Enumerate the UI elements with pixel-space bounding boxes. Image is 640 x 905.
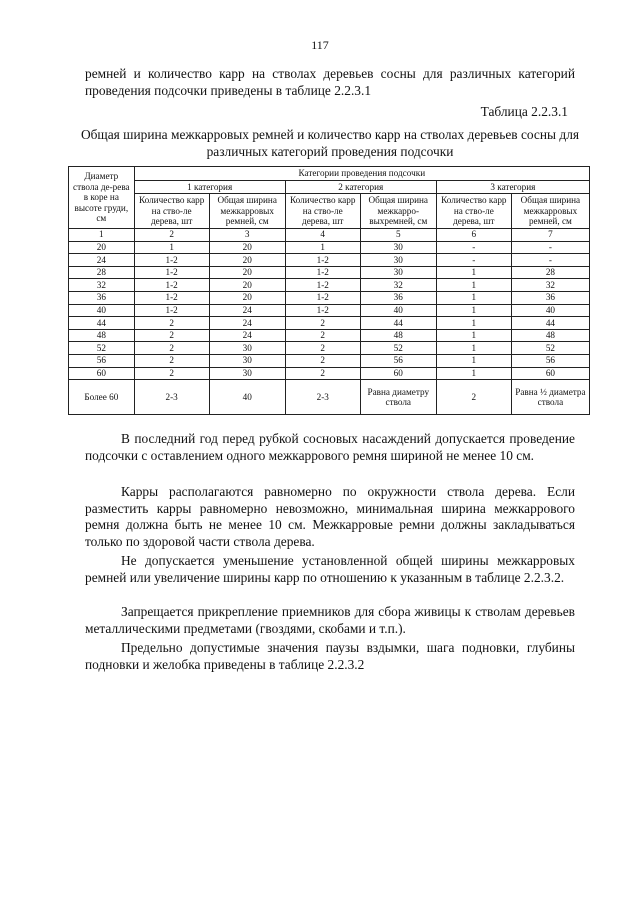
tapping-table	[68, 166, 590, 415]
table-row	[69, 367, 590, 380]
table-cell: Равна диаметру ствола	[360, 380, 436, 415]
table-row	[69, 354, 590, 367]
table-cell: 52	[511, 342, 589, 355]
table-cell: 36	[511, 291, 589, 304]
table-cell: 1-2	[285, 279, 360, 292]
table-cell: 2	[134, 354, 209, 367]
table-row	[69, 279, 590, 292]
table-row	[69, 342, 590, 355]
table-cell: 40	[69, 304, 135, 317]
column-number: 1	[69, 228, 135, 241]
table-cell: 44	[511, 317, 589, 330]
table-cell: 1	[436, 317, 511, 330]
table-cell: 1	[436, 329, 511, 342]
table-cell: 20	[209, 266, 285, 279]
table-cell: 1-2	[285, 304, 360, 317]
table-cell: 44	[360, 317, 436, 330]
table-cell: 48	[511, 329, 589, 342]
table-cell: 30	[360, 266, 436, 279]
column-number: 5	[360, 228, 436, 241]
table-row	[69, 380, 590, 415]
table-cell: -	[511, 254, 589, 267]
table-cell: 2	[134, 317, 209, 330]
table-cell: 1	[436, 354, 511, 367]
table-cell: 2-3	[134, 380, 209, 415]
table-cell: 36	[360, 291, 436, 304]
table-cell: 2	[285, 317, 360, 330]
table-cell: 28	[511, 266, 589, 279]
sub-header: Общая ширина межкарровых ремней, см	[511, 194, 589, 229]
table-cell: 32	[511, 279, 589, 292]
table-cell: 1	[285, 241, 360, 254]
table-cell: 20	[209, 279, 285, 292]
column-number: 7	[511, 228, 589, 241]
table-cell: 1	[436, 266, 511, 279]
table-cell: 1	[436, 367, 511, 380]
table-cell: 1-2	[134, 279, 209, 292]
table-cell: 60	[511, 367, 589, 380]
table-cell: 20	[69, 241, 135, 254]
table-cell: -	[436, 241, 511, 254]
table-cell: 40	[360, 304, 436, 317]
table-caption: Общая ширина межкарровых ремней и количество карр на стволах деревьев сосны для различных категорий проведения подсочки	[80, 127, 580, 159]
table-cell: 2	[285, 329, 360, 342]
table-cell: 24	[209, 304, 285, 317]
table-cell: 1	[436, 291, 511, 304]
table-cell: 1-2	[134, 254, 209, 267]
table-cell: 30	[209, 367, 285, 380]
paragraph-last-year: В последний год перед рубкой сосновых насаждений допускается проведение подсочки с оставлением одного межкаррового ремня шириной не менее 10 см.	[85, 431, 575, 463]
table-cell: 60	[360, 367, 436, 380]
sub-header: Общая ширина межкарровых ремней, см	[209, 194, 285, 229]
table-cell: 28	[69, 266, 135, 279]
table-cell: 1-2	[285, 291, 360, 304]
table-cell: 48	[69, 329, 135, 342]
table-row	[69, 266, 590, 279]
table-row	[69, 304, 590, 317]
table-cell: 32	[360, 279, 436, 292]
table-cell: 2-3	[285, 380, 360, 415]
table-cell: 2	[436, 380, 511, 415]
table-cell: 56	[511, 354, 589, 367]
intro-paragraph: ремней и количество карр на стволах деревьев сосны для различных категорий проведения подсочки приведены в таблице 2.2.3.1	[85, 66, 575, 98]
table-cell: 1	[134, 241, 209, 254]
table-cell: 30	[209, 342, 285, 355]
column-number-row	[69, 228, 590, 241]
category-3-header: 3 категория	[436, 180, 589, 194]
table-cell: 52	[69, 342, 135, 355]
table-cell: 48	[360, 329, 436, 342]
table-row	[69, 254, 590, 267]
table-cell: 1-2	[285, 254, 360, 267]
table-cell: 56	[360, 354, 436, 367]
table-cell: 40	[209, 380, 285, 415]
category-1-header: 1 категория	[134, 180, 285, 194]
diameter-header: Диаметр ствола де-рева в коре на высоте груди, см	[69, 167, 135, 229]
categories-header: Категории проведения подсочки	[134, 167, 589, 181]
table-cell: 32	[69, 279, 135, 292]
table-cell: 56	[69, 354, 135, 367]
column-number: 2	[134, 228, 209, 241]
sub-header: Количество карр на ство-ле дерева, шт	[436, 194, 511, 229]
table-cell: 2	[134, 342, 209, 355]
table-cell: 60	[69, 367, 135, 380]
table-cell: 30	[209, 354, 285, 367]
table-cell: 20	[209, 254, 285, 267]
table-cell: 44	[69, 317, 135, 330]
table-cell: 2	[285, 342, 360, 355]
table-cell: 24	[69, 254, 135, 267]
table-cell: 2	[134, 367, 209, 380]
table-cell: -	[436, 254, 511, 267]
sub-header: Количество карр на ство-ле дерева, шт	[285, 194, 360, 229]
table-cell: 1-2	[134, 291, 209, 304]
table-cell: 24	[209, 329, 285, 342]
table-cell: 1	[436, 342, 511, 355]
paragraph-placement: Карры располагаются равномерно по окружности ствола дерева. Если разместить карры равномерно невозможно, минимальная ширина межкаррового ремня должна быть не менее 10 см. Межкарровые ремни должны закладываться только по здоровой части ствола дерева.	[85, 484, 575, 549]
column-number: 6	[436, 228, 511, 241]
paragraph-restriction: Не допускается уменьшение установленной общей ширины межкарровых ремней или увеличение ширины карр по отношению к указанным в таблице 2.2.3.2.	[85, 553, 575, 585]
table-cell: 30	[360, 241, 436, 254]
column-number: 4	[285, 228, 360, 241]
table-row	[69, 291, 590, 304]
page-number: 117	[311, 38, 329, 52]
table-cell: 24	[209, 317, 285, 330]
table-cell: 40	[511, 304, 589, 317]
table-cell: 2	[285, 354, 360, 367]
table-cell: -	[511, 241, 589, 254]
table-cell: Более 60	[69, 380, 135, 415]
table-row	[69, 329, 590, 342]
paragraph-prohibition: Запрещается прикрепление приемников для сбора живицы к стволам деревьев металлическими предметами (гвоздями, скобами и т.п.).	[85, 604, 575, 636]
sub-header: Количество карр на ство-ле дерева, шт	[134, 194, 209, 229]
table-cell: 1	[436, 304, 511, 317]
table-cell: 20	[209, 241, 285, 254]
table-cell: Равна ½ диаметра ствола	[511, 380, 589, 415]
table-row	[69, 317, 590, 330]
table-cell: 30	[360, 254, 436, 267]
table-cell: 36	[69, 291, 135, 304]
category-2-header: 2 категория	[285, 180, 436, 194]
table-cell: 1	[436, 279, 511, 292]
table-cell: 2	[285, 367, 360, 380]
table-cell: 2	[134, 329, 209, 342]
sub-header: Общая ширина межкарро-выхремней, см	[360, 194, 436, 229]
table-cell: 20	[209, 291, 285, 304]
table-label: Таблица 2.2.3.1	[480, 104, 568, 119]
table-row	[69, 241, 590, 254]
paragraph-limits: Предельно допустимые значения паузы вздымки, шага подновки, глубины подновки и желобка приведены в таблице 2.2.3.2	[85, 640, 575, 672]
table-cell: 1-2	[285, 266, 360, 279]
table-cell: 1-2	[134, 266, 209, 279]
column-number: 3	[209, 228, 285, 241]
table-cell: 52	[360, 342, 436, 355]
table-cell: 1-2	[134, 304, 209, 317]
